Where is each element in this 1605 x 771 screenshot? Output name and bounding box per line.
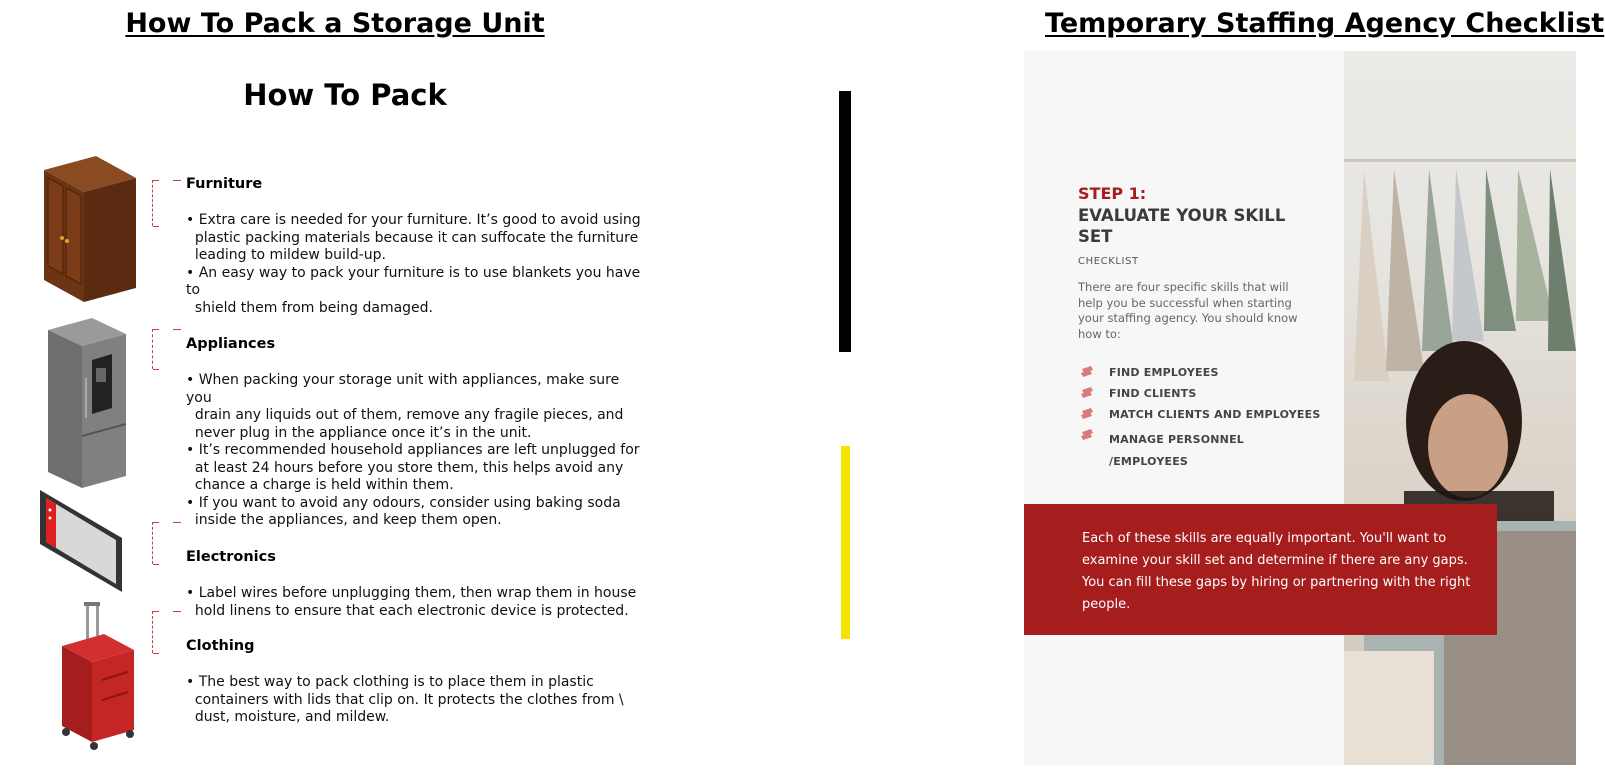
callout-text: Each of these skills are equally important. You'll want to examine your skill set and determine if there are any gaps. You can fill these gaps by hiring or partnering with the right people.: [1082, 531, 1471, 612]
section-title-clothing: Clothing: [186, 638, 255, 654]
skill-item-match: MATCH CLIENTS AND EMPLOYEES: [1109, 408, 1321, 421]
left-page-title: How To Pack a Storage Unit: [125, 8, 545, 39]
skill-item-find-clients: FIND CLIENTS: [1109, 387, 1197, 400]
section-body-electronics: • Label wires before unplugging them, then wrap them in house hold linens to ensure that each electronic device is protected.: [186, 585, 637, 619]
section-title-electronics: Electronics: [186, 549, 276, 565]
step-title: EVALUATE YOUR SKILL SET: [1078, 206, 1286, 246]
brush-mark-icon: [1080, 407, 1094, 421]
woman-photo: [1344, 51, 1576, 765]
section-title-furniture: Furniture: [186, 176, 263, 192]
section-body-clothing: • The best way to pack clothing is to place them in plastic containers with lids that clip on. It protects the clothes from \ dust, moisture, and mildew.: [186, 674, 624, 725]
furniture-connector: [152, 180, 167, 226]
divider-yellow: [841, 446, 850, 639]
tablet-icon: [36, 490, 126, 596]
section-body-furniture: • Extra care is needed for your furniture. It’s good to avoid using plastic packing materials because it can suffocate the furniture leading to mildew build-up. • An easy way to pack your furniture is to use blankets you have to shield them from being damaged.: [186, 212, 641, 316]
skill-item-find-employees: FIND EMPLOYEES: [1109, 366, 1219, 379]
appliances-connector: [152, 329, 167, 369]
brush-mark-icon: [1080, 386, 1094, 400]
suitcase-icon: [58, 600, 138, 750]
electronics-connector: [152, 522, 167, 564]
right-page-title: Temporary Staffing Agency Checklist: [1045, 8, 1605, 39]
checklist-label: CHECKLIST: [1078, 256, 1139, 267]
section-title-appliances: Appliances: [186, 336, 276, 352]
divider-black: [839, 91, 851, 352]
step-label: STEP 1:: [1078, 184, 1147, 203]
section-body-appliances: • When packing your storage unit with appliances, make sure you drain any liquids out of them, remove any fragile pieces, and never plug in the appliance once it’s in the unit. • It’s recommended household appliances are left unplugged for at least 24 hours before you store them, this helps avoid any chance a charge is held within them. • If you want to avoid any odours, consider using baking soda inside the appliances, and keep them open.: [186, 372, 640, 528]
how-to-pack-heading: How To Pack: [243, 78, 447, 112]
wardrobe-icon: [36, 156, 140, 306]
brush-mark-icon: [1080, 365, 1094, 379]
skill-item-manage: MANAGE PERSONNEL /EMPLOYEES: [1109, 433, 1245, 468]
intro-text: There are four specific skills that will help you be successful when starting your staffing agency. You should know how to:: [1078, 280, 1298, 341]
clothing-connector: [152, 611, 167, 653]
refrigerator-icon: [44, 318, 130, 494]
brush-mark-icon: [1080, 428, 1094, 442]
